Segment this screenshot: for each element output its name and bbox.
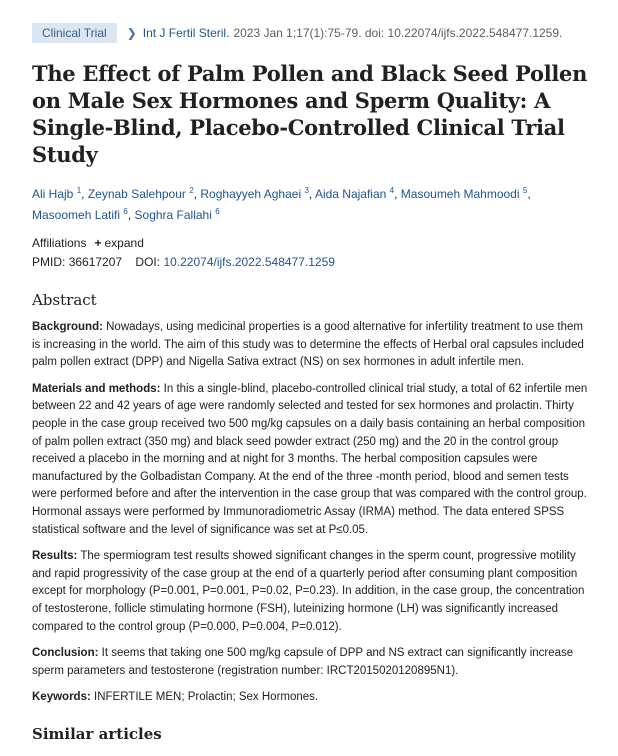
author-link[interactable]: Zeynab Salehpour $^2$ [87, 186, 194, 201]
abstract-heading: Abstract [32, 291, 97, 309]
author-link[interactable]: Roghayyeh Aghaei $^3$ [200, 186, 309, 201]
pmid-label: PMID: [32, 255, 66, 269]
abstract-methods: Materials and methods: In this a single-blind, placebo-controlled clinical trial study, a total of 62 infertile men between 22 and 42 years of age were randomly selected and tested for sex hormones and prolactin. Thirty people in the case group received two 500 mg/kg capsules on a daily basis containing an herbal composition of palm pollen extract (350 mg) and black seed powder extract (250 mg) and the 20 in the control group received a placebo in the morning and at night for 3 months. The herbal composition capsules were manufactured by the Golbadistan Company. At the end of the three -month period, blood and semen tests were performed before and after the intervention in the case group that was compared with the control group. Hormonal assays were performed by Immunoradiometric Assay (IRMA) method. The data entered SPSS statistical software and the level of significance was set at P≤0.05. [32, 382, 588, 536]
author-link[interactable]: Masoomeh Latifi $^6$ [32, 207, 128, 222]
abstract-background: Background: Nowadays, using medicinal properties is a good alternative for infertility treatment to use them is increasing in the world. The aim of this study was to determine the effects of Herbal oral capsules included palm pollen extract (DPP) and Nigella Sativa extract (NS) on sex hormones in adult infertile men. [32, 321, 584, 369]
author-link[interactable]: Ali Hajb $^1$ [32, 186, 82, 201]
similar-articles-heading: Similar articles [32, 724, 162, 743]
breadcrumb [32, 22, 592, 44]
abstract-keywords: Keywords: INFERTILE MEN; Prolactin; Sex Hormones. [32, 691, 319, 704]
citation-text: 2023 Jan 1;17(1):75-79. doi: 10.22074/ijfs.2022.548477.1259. [233, 26, 563, 40]
author-link[interactable]: Masoumeh Mahmoodi $^5$ [400, 186, 528, 201]
affiliations-row [32, 236, 592, 250]
abstract-conclusion: Conclusion: It seems that taking one 500 mg/kg capsule of DPP and NS extract can significantly increase sperm parameters and testosterone (registration number: IRCT2015020120895N1). [32, 647, 574, 677]
article-type-badge[interactable]: Clinical Trial [32, 23, 117, 43]
expand-affiliations-button[interactable]: + expand [94, 236, 144, 250]
article-title: The Effect of Palm Pollen and Black Seed Pollen on Male Sex Hormones and Sperm Quality: A Single-Blind, Placebo-Controlled Clinical Trial Study [32, 61, 588, 167]
author-link[interactable]: Soghra Fallahi $^6$ [134, 207, 220, 222]
article-ids [32, 255, 592, 269]
pmid-value: 36617207 [68, 255, 123, 269]
author-link[interactable]: Aida Najafian $^4$ [314, 186, 395, 201]
doi-label: DOI: [135, 255, 161, 269]
affiliations-label: Affiliations [32, 236, 87, 250]
authors-list: Ali Hajb $^1$, Zeynab Salehpour $^2$, Roghayyeh Aghaei $^3$, Aida Najafian $^4$, Masoumeh Mahmoodi $^5$, Masoomeh Latifi $^6$, Soghra Fallahi $^6$ [32, 186, 531, 222]
chevron-right-icon: ❯ [126, 26, 137, 40]
doi-link[interactable]: 10.22074/ijfs.2022.548477.1259 [163, 255, 335, 269]
plus-icon: + [94, 236, 102, 250]
journal-link[interactable]: Int J Fertil Steril. [142, 26, 230, 40]
abstract-results: Results: The spermiogram test results showed significant changes in the sperm count, progressive motility and rapid progressivity of the case group at the end of a quarterly period after consuming plant composition except for morphology (P=0.001, P=0.001, P=0.02, P=0.23). In addition, in the case group, the concentration of testosterone, follicle stimulating hormone (FSH), luteinizing hormone (LH) was significantly increased compared to the control group (P=0.000, P=0.004, P=0.012). [32, 550, 585, 633]
